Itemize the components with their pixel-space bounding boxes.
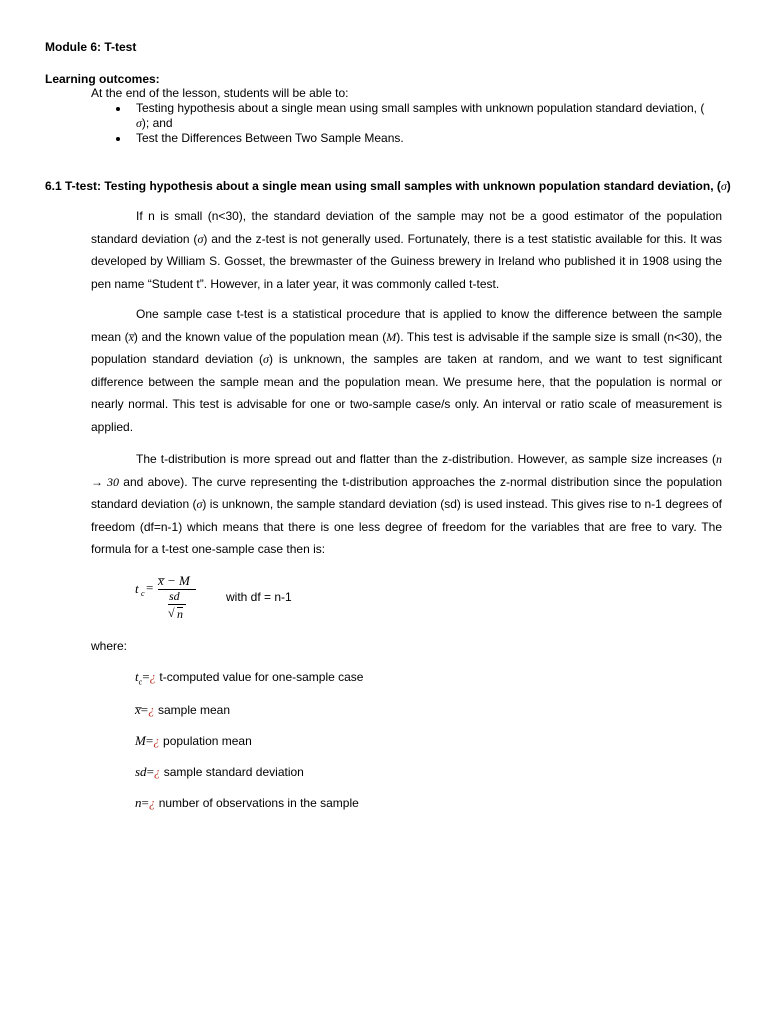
- t-test-formula: [135, 573, 335, 625]
- paragraph-3: [91, 448, 722, 561]
- definition-text: sample mean: [157, 703, 231, 717]
- outcome-item-1: [136, 101, 736, 131]
- section-heading-end: ): [726, 179, 731, 193]
- equals-sign: =: [145, 733, 154, 748]
- paragraph-2-text-c: ). This test is advisable if the sample size is small (n<30), the population standard deviation (: [91, 329, 722, 366]
- formula-subscript: c: [141, 589, 145, 598]
- definition-xbar: [135, 702, 230, 718]
- paragraph-1-text-a: If n is small (n<30), the standard deviation of the sample may not be a good estimator of the population standard deviation (: [91, 209, 722, 246]
- symbol-m: M: [135, 733, 146, 748]
- inverted-question-glyph: ¿: [148, 702, 155, 717]
- definition-text: population mean: [163, 734, 252, 748]
- formula-t: t: [135, 581, 139, 596]
- equals-sign: =: [141, 795, 149, 810]
- equals-sign: =: [140, 702, 149, 717]
- definition-text: t-computed value for one-sample case: [159, 670, 364, 684]
- section-heading: [45, 179, 731, 194]
- formula-numerator: x̅ − M: [158, 573, 190, 588]
- symbol-subscript: c: [138, 677, 143, 687]
- definition-sd: [135, 764, 304, 780]
- formula-n: n: [177, 607, 183, 621]
- symbol-n: n: [135, 795, 142, 810]
- where-label: where:: [91, 639, 128, 653]
- definition-n: [135, 795, 359, 811]
- symbol-xbar: x̅: [135, 702, 141, 717]
- paragraph-1-text-b: ) and the z-test is not generally used. Fortunately, there is a test statistic available for this. It was developed by William S. Gosset, the brewmaster of the Guiness brewery in Ireland who published it in 1908 using the pen name “Student t”. However, in a later year, it was commonly called t-test.: [91, 231, 722, 291]
- sigma-symbol: σ: [197, 231, 204, 246]
- sigma-symbol: σ: [263, 352, 269, 366]
- paragraph-3-text-a: The t-distribution is more spread out and flatter than the z-distribution. However, as sample size increases (: [136, 452, 716, 466]
- inverted-question-glyph: ¿: [153, 764, 161, 779]
- section-heading-text: 6.1 T-test: Testing hypothesis about a single mean using small samples with unknown population standard deviation, (: [45, 179, 721, 193]
- definition-tc: [135, 669, 363, 686]
- symbol-t: t: [135, 669, 139, 684]
- xbar-symbol: x̅: [128, 329, 134, 344]
- inverted-question-glyph: ¿: [153, 733, 160, 748]
- outcome-1-text: Testing hypothesis about a single mean using small samples with unknown population standard deviation, (: [136, 101, 705, 115]
- formula-sd: sd: [169, 589, 180, 603]
- paragraph-3-text-c: ) is unknown, the sample standard deviation (sd) is used instead. This gives rise to n-1 degrees of freedom (df=n-1) which means that there is one less degree of freedom for the variables that are free to vary. The formula for a t-test one-sample case then is:: [91, 497, 722, 556]
- paragraph-3-text-b: and above). The curve representing the t-distribution approaches the z-normal distribution since the population standard deviation (: [91, 474, 722, 511]
- equals-sign: =: [142, 669, 150, 684]
- definition-text: sample standard deviation: [163, 765, 304, 779]
- paragraph-1: [91, 205, 722, 295]
- paragraph-2-text-d: ) is unknown, the samples are taken at random, and we want to test significant difference between the sample mean and the population mean. We presume here, that the population is normal or nearly normal. This test is advisable for one or two-sample case/s only. An interval or ratio scale of measurement is applied.: [91, 352, 722, 434]
- sqrt-icon: √: [168, 606, 175, 620]
- n-arrow-symbol: n → 30: [91, 452, 722, 489]
- paragraph-2-text-a: One sample case t-test is a statistical procedure that is applied to know the difference between the sample mean (: [91, 307, 722, 344]
- definition-text: number of observations in the sample: [158, 796, 359, 810]
- sigma-symbol: σ: [196, 497, 203, 511]
- sigma-symbol: σ: [720, 179, 727, 193]
- outcome-item-2: Test the Differences Between Two Sample Means.: [136, 131, 404, 145]
- learning-outcomes-intro: At the end of the lesson, students will be able to:: [91, 86, 349, 100]
- bullet-icon: [116, 137, 120, 141]
- m-symbol: M: [386, 329, 397, 344]
- paragraph-2-text-b: ) and the known value of the population mean (: [133, 329, 387, 344]
- formula-equals: =: [146, 580, 154, 595]
- symbol-sd: sd: [135, 764, 147, 779]
- paragraph-2: [91, 303, 722, 438]
- module-title: Module 6: T-test: [45, 40, 137, 54]
- equals-sign: =: [146, 764, 154, 779]
- inverted-question-glyph: ¿: [149, 669, 157, 684]
- definition-m: [135, 733, 252, 749]
- bullet-icon: [116, 107, 120, 111]
- inverted-question-glyph: ¿: [148, 795, 156, 810]
- sigma-symbol: σ: [136, 116, 142, 130]
- learning-outcomes-heading: Learning outcomes:: [45, 72, 160, 86]
- formula-df: with df = n-1: [226, 590, 292, 604]
- outcome-1-text-end: ); and: [141, 116, 173, 130]
